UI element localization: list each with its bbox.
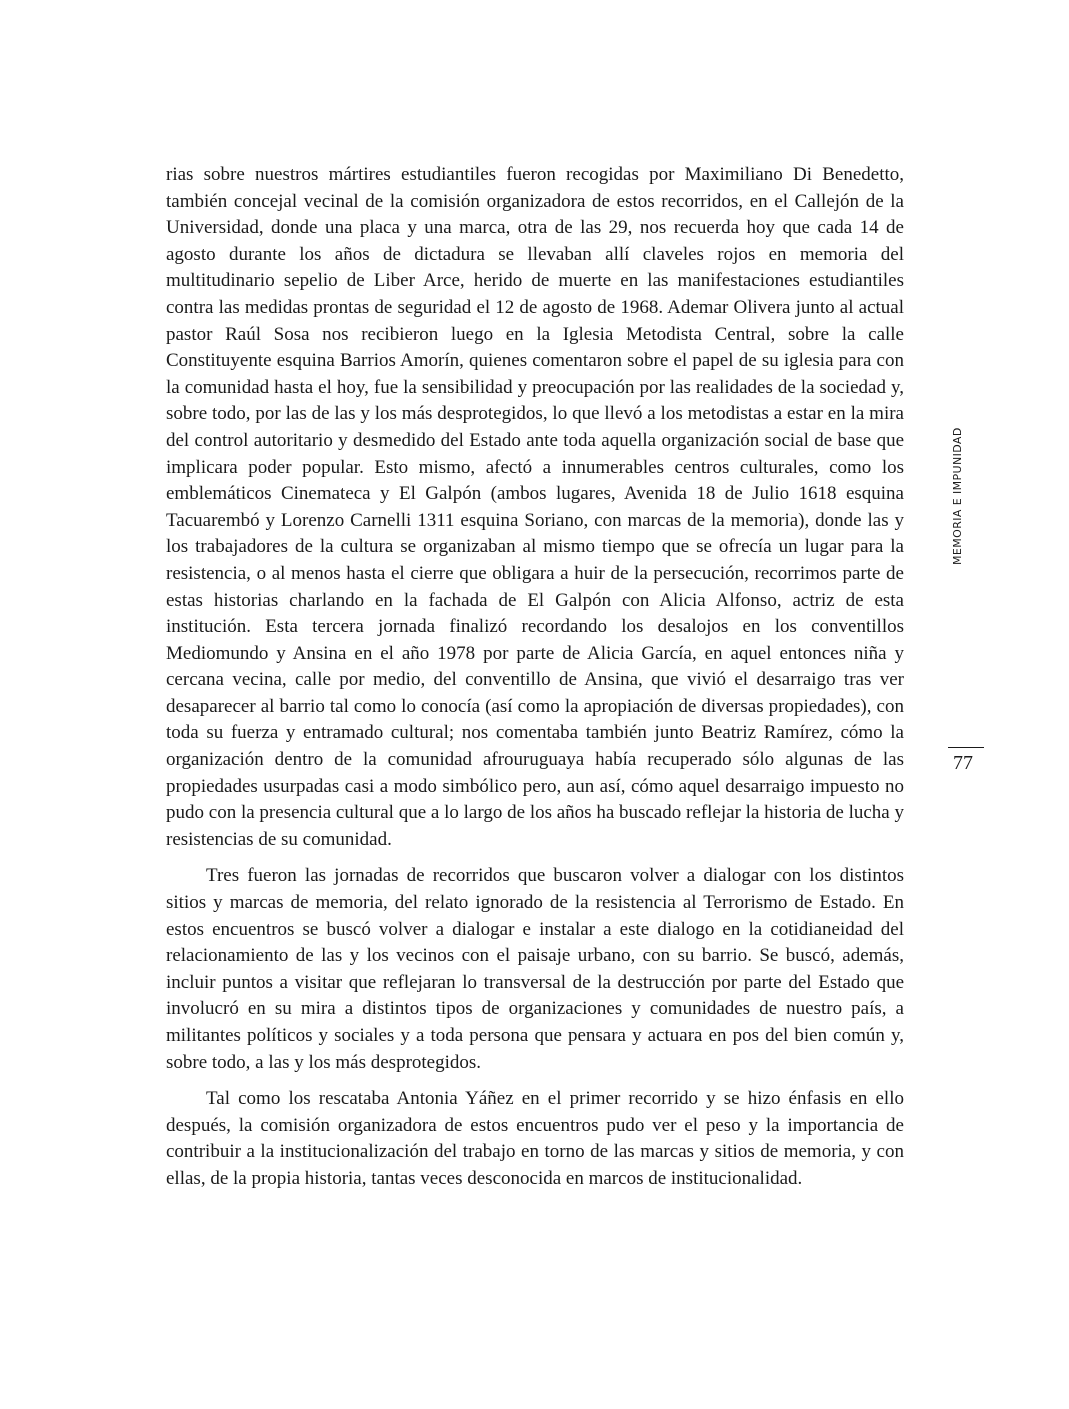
page-number-rule xyxy=(948,747,984,748)
body-text xyxy=(166,162,904,1193)
paragraph-2: Tres fueron las jornadas de recorridos que buscaron volver a dialogar con los distintos sitios y marcas de memoria, del relato ignorado de la resistencia al Terrorismo de Estado. En estos encuentros se buscó volver a dialogar e instalar a este dialogo en la cotidianeidad del relacionamiento de las y los vecinos con el paisaje urbano, con su barrio. Se buscó, además, incluir puntos a visitar que reflejaran lo transversal de la destrucción por parte del Estado que involucró en su mira a distintos tipos de organizaciones y comunidades de nuestro país, a militantes políticos y sociales y a toda persona que pensara y actuara en pos del bien común y, sobre todo, a las y los más desprotegidos. xyxy=(166,865,904,1073)
paragraph-1: rias sobre nuestros mártires estudiantiles fueron recogidas por Maximiliano Di Benedetto, también concejal vecinal de la comisión organizadora de estos recorridos, en el Callejón de la Universidad, donde una placa y una marca, otra de las 29, nos recuerda hoy que cada 14 de agosto durante los años de dictadura se llevaban allí claveles rojos en memoria del multitudinario sepelio de Liber Arce, herido de muerte en las manifestaciones estudiantiles contra las medidas prontas de seguridad el 12 de agosto de 1968. Ademar Olivera junto al actual pastor Raúl Sosa nos recibieron luego en la Iglesia Metodista Central, sobre la calle Constituyente esquina Barrios Amorín, quienes comentaron sobre el papel de su iglesia para con la comunidad hasta el hoy, fue la sensibilidad y preocupación por las realidades de la sociedad y, sobre todo, por las de las y los más desprotegidos, lo que llevó a los metodistas a estar en la mira del control autoritario y desmedido del Estado ante toda aquella organización social de base que implicara poder popular. Esto mismo, afectó a innumerables centros culturales, como los emblemáticos Cinemateca y El Galpón (ambos lugares, Avenida 18 de Julio 1618 esquina Tacuarembó y Lorenzo Carnelli 1311 esquina Soriano, con marcas de la memoria), donde las y los trabajadores de la cultura se organizaban al mismo tiempo que se ofrecía un lugar para la resistencia, o al menos hasta el cierre que obligara a huir de la persecución, recorrimos parte de estas historias charlando en la fachada de El Galpón con Alicia Alfonso, actriz de esta institución. Esta tercera jornada finalizó recordando los desalojos en los conventillos Mediomundo y Ansina en el año 1978 por parte de Alicia García, en aquel entonces niña y cercana vecina, calle por medio, del conventillo de Ansina, que vivió el desarraigo tras ver desaparecer al barrio tal como lo conocía (así como la apropiación de diversas propiedades), con toda su fuerza y entramado cultural; nos comentaba también junto Beatriz Ramírez, cómo la organización dentro de la comunidad afrouruguaya había recuperado sólo algunas de las propiedades usurpadas casi a modo simbólico pero, aun así, cómo aquel desarraigo impuesto no pudo con la presencia cultural que a lo largo de los años ha buscado reflejar la historia de lucha y resistencias de su comunidad. xyxy=(166,164,904,850)
paragraph-3: Tal como los rescataba Antonia Yáñez en el primer recorrido y se hizo énfasis en ello después, la comisión organizadora de estos encuentros pudo ver el peso y la importancia de contribuir a la institucionalización del trabajo en torno de las marcas y sitios de memoria, y con ellas, de la propia historia, tantas veces desconocida en marcos de institucionalidad. xyxy=(166,1088,904,1189)
running-header: MEMORIA E IMPUNIDAD xyxy=(951,427,964,565)
page-number: 77 xyxy=(953,752,973,774)
